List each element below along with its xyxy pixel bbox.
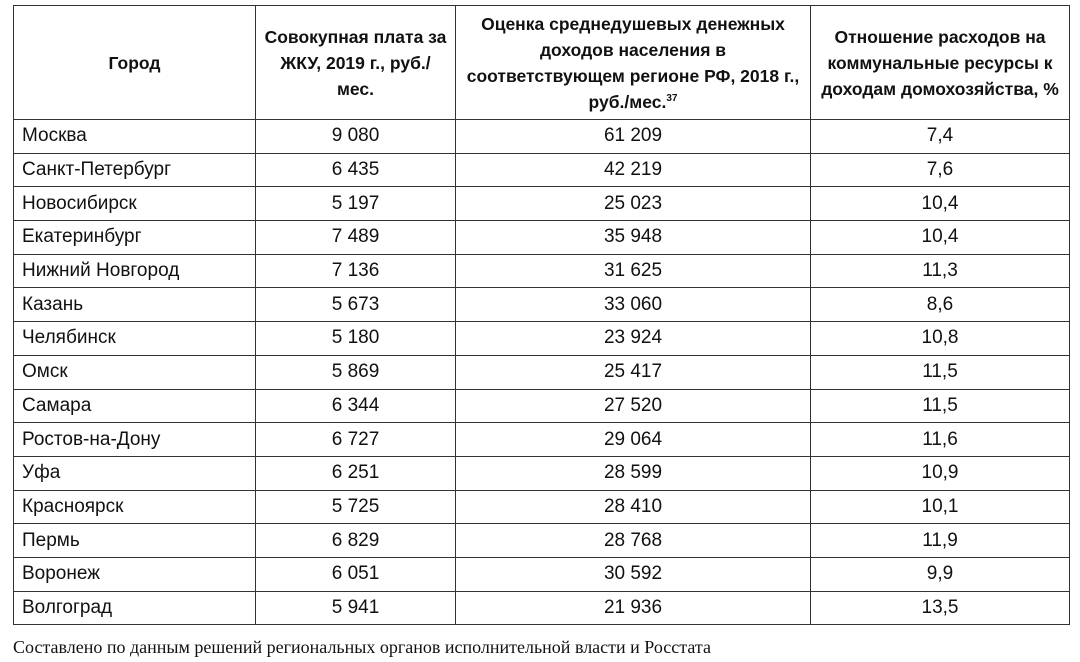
cell-income: 25 417 [456,355,811,389]
cell-income: 27 520 [456,389,811,423]
cell-ratio: 10,1 [811,490,1070,524]
header-city: Город [14,6,256,120]
cell-income: 29 064 [456,423,811,457]
cell-city: Казань [14,288,256,322]
cell-ratio: 11,6 [811,423,1070,457]
cell-city: Воронеж [14,557,256,591]
cell-payment: 5 673 [256,288,456,322]
cell-ratio: 10,9 [811,456,1070,490]
cell-payment: 6 251 [256,456,456,490]
cell-income: 28 599 [456,456,811,490]
cell-payment: 5 941 [256,591,456,625]
cell-income: 30 592 [456,557,811,591]
cell-payment: 5 869 [256,355,456,389]
cell-payment: 6 344 [256,389,456,423]
cell-payment: 6 727 [256,423,456,457]
header-income-text: Оценка среднедушевых денежных доходов населения в соответствующем регионе РФ, 2018 г., руб./мес. [466,13,800,112]
cell-ratio: 11,5 [811,389,1070,423]
table-row [14,355,1070,389]
source-note: Составлено по данным решений региональных органов исполнительной власти и Росстата [13,637,711,657]
table-row [14,591,1070,625]
cell-payment: 7 136 [256,254,456,288]
cell-ratio: 10,4 [811,221,1070,255]
table-row [14,490,1070,524]
cell-city: Уфа [14,456,256,490]
cell-payment: 5 725 [256,490,456,524]
header-income-footnote: 37 [666,92,678,104]
cell-city: Ростов-на-Дону [14,423,256,457]
table-row [14,153,1070,187]
cell-city: Санкт-Петербург [14,153,256,187]
table-row [14,423,1070,457]
table-row [14,389,1070,423]
table-row [14,187,1070,221]
cell-income: 28 410 [456,490,811,524]
cell-income: 31 625 [456,254,811,288]
cell-city: Пермь [14,524,256,558]
cell-ratio: 8,6 [811,288,1070,322]
cell-city: Самара [14,389,256,423]
cell-city: Челябинск [14,322,256,356]
cell-income: 33 060 [456,288,811,322]
cell-income: 25 023 [456,187,811,221]
header-ratio: Отношение расходов на коммунальные ресурсы к доходам домохозяйства, % [811,6,1070,120]
cell-ratio: 11,5 [811,355,1070,389]
cell-income: 61 209 [456,120,811,154]
cell-ratio: 10,4 [811,187,1070,221]
housing-costs-table [13,5,1070,625]
cell-city: Новосибирск [14,187,256,221]
header-income [456,6,811,120]
document-page [13,5,1069,625]
table-row [14,120,1070,154]
header-payment: Совокупная плата за ЖКУ, 2019 г., руб./мес. [256,6,456,120]
cell-city: Нижний Новгород [14,254,256,288]
table-row [14,254,1070,288]
cell-city: Москва [14,120,256,154]
cell-income: 23 924 [456,322,811,356]
table-row [14,524,1070,558]
cell-city: Волгоград [14,591,256,625]
cell-payment: 6 829 [256,524,456,558]
cell-ratio: 7,4 [811,120,1070,154]
table-row [14,288,1070,322]
cell-payment: 5 180 [256,322,456,356]
cell-income: 28 768 [456,524,811,558]
cell-payment: 5 197 [256,187,456,221]
cell-payment: 6 051 [256,557,456,591]
table-row [14,557,1070,591]
cell-ratio: 9,9 [811,557,1070,591]
table-header-row [14,6,1070,120]
cell-income: 35 948 [456,221,811,255]
cell-payment: 9 080 [256,120,456,154]
cell-payment: 7 489 [256,221,456,255]
table-row [14,221,1070,255]
cell-city: Омск [14,355,256,389]
cell-city: Красноярск [14,490,256,524]
cell-ratio: 11,9 [811,524,1070,558]
cell-ratio: 11,3 [811,254,1070,288]
cell-city: Екатеринбург [14,221,256,255]
cell-ratio: 10,8 [811,322,1070,356]
cell-ratio: 13,5 [811,591,1070,625]
table-row [14,456,1070,490]
cell-payment: 6 435 [256,153,456,187]
cell-income: 21 936 [456,591,811,625]
cell-income: 42 219 [456,153,811,187]
cell-ratio: 7,6 [811,153,1070,187]
table-row [14,322,1070,356]
